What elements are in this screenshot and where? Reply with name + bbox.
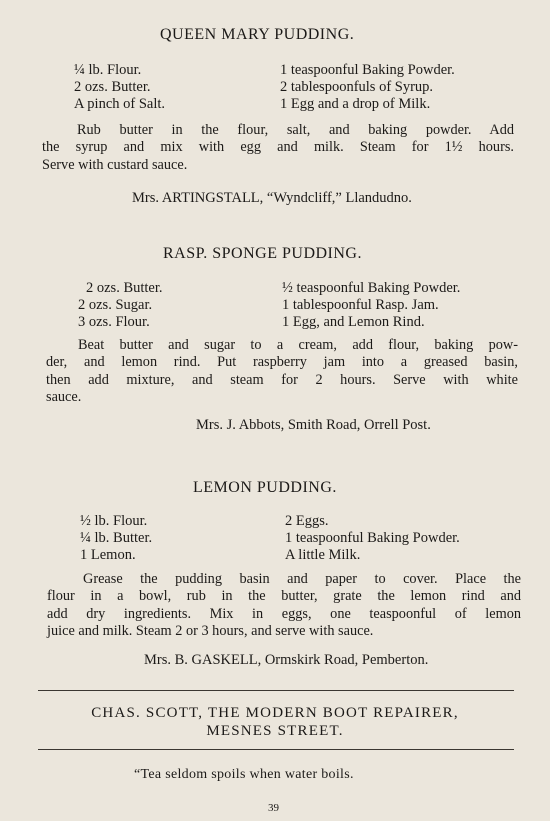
recipe-method [42, 122, 514, 174]
ingredient: 3 ozs. Flour. [78, 314, 150, 330]
method-line: add dry ingredients. Mix in eggs, one teaspoonful of lemon [47, 605, 521, 622]
ingredient: ¼ lb. Flour. [74, 62, 142, 78]
method-line: Serve with custard sauce. [42, 156, 188, 173]
ingredient-list-left [78, 280, 190, 331]
recipe-title: RASP. SPONGE PUDDING. [163, 245, 362, 262]
ingredient-list-right [285, 513, 460, 564]
divider [38, 749, 514, 750]
advert-line: CHAS. SCOTT, THE MODERN BOOT REPAIRER, [91, 705, 459, 721]
recipe-title: QUEEN MARY PUDDING. [160, 26, 355, 43]
ingredient: ½ lb. Flour. [80, 513, 148, 529]
recipe-contributor: Mrs. J. Abbots, Smith Road, Orrell Post. [196, 417, 431, 433]
method-line: Grease the pudding basin and paper to cover. Place the [83, 571, 521, 587]
recipe-title: LEMON PUDDING. [193, 479, 337, 496]
method-line: then add mixture, and steam for 2 hours. Serve with white [46, 371, 518, 388]
ingredient: 2 Eggs. [285, 513, 329, 529]
method-line: Beat butter and sugar to a cream, add flour, baking pow- [78, 337, 518, 353]
ingredient: A little Milk. [285, 547, 361, 563]
ingredient-list-right [280, 62, 455, 113]
method-line: the syrup and mix with egg and milk. Steam for 1½ hours. [42, 139, 514, 156]
divider [38, 690, 514, 691]
recipe-contributor: Mrs. B. GASKELL, Ormskirk Road, Pemberton. [144, 652, 429, 668]
method-line: flour in a bowl, rub in the butter, grate the lemon rind and [47, 588, 521, 605]
method-line: sauce. [46, 388, 82, 405]
recipe-method [46, 337, 518, 406]
advert-line: MESNES STREET. [206, 723, 344, 739]
ingredient: 1 Lemon. [80, 547, 136, 563]
ingredient: 2 tablespoonfuls of Syrup. [280, 79, 434, 95]
recipe-method [47, 571, 521, 640]
ingredient: ½ teaspoonful Baking Powder. [282, 280, 461, 296]
ingredient: 1 teaspoonful Baking Powder. [280, 62, 455, 78]
ingredient: ¼ lb. Butter. [80, 530, 153, 546]
method-line: juice and milk. Steam 2 or 3 hours, and serve with sauce. [47, 622, 374, 639]
ingredient-list-right [282, 280, 460, 331]
ingredient: A pinch of Salt. [74, 96, 166, 112]
method-line: Rub butter in the flour, salt, and baking powder. Add [77, 122, 514, 138]
ingredient: 1 Egg, and Lemon Rind. [282, 314, 425, 330]
ingredient-list-left [74, 62, 165, 113]
motto: “Tea seldom spoils when water boils. [134, 767, 354, 782]
page-number: 39 [268, 802, 279, 814]
ingredient: 1 Egg and a drop of Milk. [280, 96, 431, 112]
ingredient: 1 teaspoonful Baking Powder. [285, 530, 460, 546]
ingredient: 1 tablespoonful Rasp. Jam. [282, 297, 439, 313]
ingredient: 2 ozs. Sugar. [78, 297, 153, 313]
recipe-contributor: Mrs. ARTINGSTALL, “Wyndcliff,” Llandudno. [132, 190, 412, 206]
ingredient-list-left [80, 513, 152, 564]
ingredient: 2 ozs. Butter. [86, 280, 163, 296]
method-line: der, and lemon rind. Put raspberry jam into a greased basin, [46, 354, 518, 371]
ingredient: 2 ozs. Butter. [74, 79, 151, 95]
